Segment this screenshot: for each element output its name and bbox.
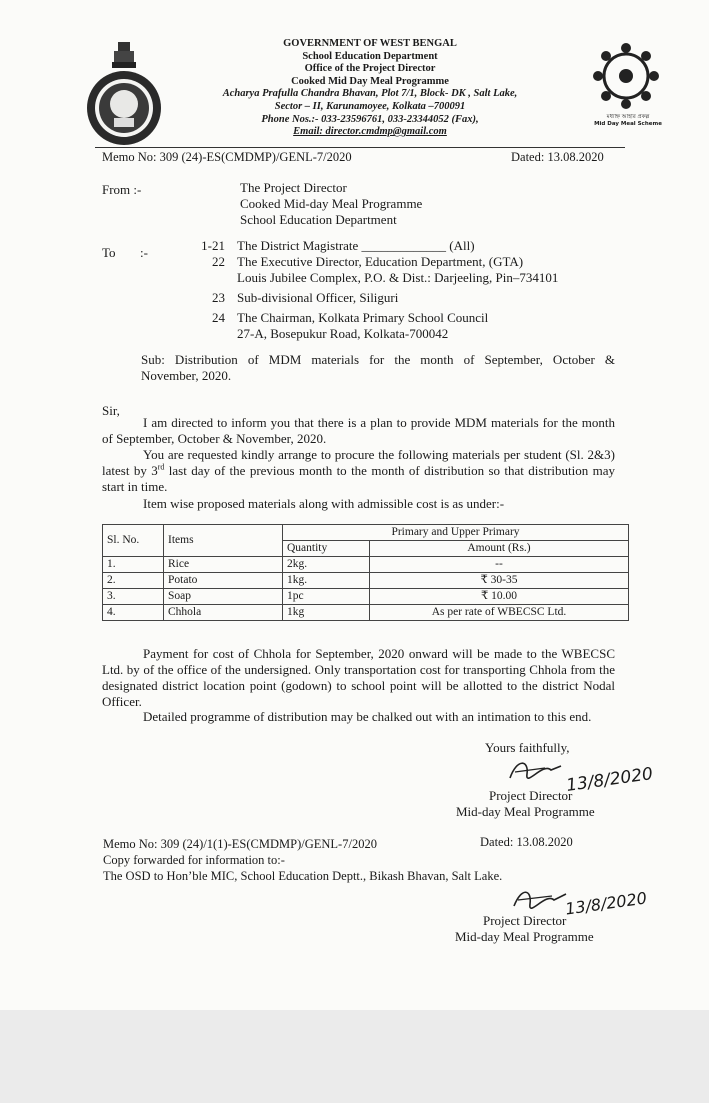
memo-date: Dated: 13.08.2020 [511,150,604,164]
copy-memo-date: Dated: 13.08.2020 [480,835,573,849]
recipient: The Chairman, Kolkata Primary School Council 27-A, Bosepukur Road, Kolkata-700042 [237,310,489,341]
west-bengal-emblem-icon [78,40,168,146]
copy-forwarded-label: Copy forwarded for information to:- [103,853,285,867]
table-row: 2. Potato 1kg. ₹ 30-35 [103,573,629,589]
table-row: 3. Soap 1pc ₹ 10.00 [103,589,629,605]
mdm-logo-caption: মধ্যাহ্ন আহার প্রকল্প Mid Day Meal Scheme [594,114,662,127]
to-label: To [102,245,116,260]
closing-programme: Mid-day Meal Programme [456,804,595,819]
table-row: 4. Chhola 1kg As per rate of WBECSC Ltd. [103,605,629,621]
recipient: The District Magistrate _____________ (All) [237,238,475,253]
copy-designation: Project Director [483,913,567,928]
paragraph-5: Detailed programme of distribution may be chalked out with an intimation to this end. [143,709,592,724]
from-label: From :- [102,182,142,197]
to-separator: :- [140,245,148,260]
header-rule [95,147,625,148]
salutation: Sir, [102,403,120,418]
recipient-num: 23 [212,290,225,305]
paragraph-1: I am directed to inform you that there is a plan to provide MDM materials for the month of September, October & November, 2020. [102,415,615,446]
materials-table [102,524,629,621]
from-block: The Project Director Cooked Mid-day Meal Programme School Education Department [240,180,423,227]
copy-recipient: The OSD to Hon’ble MIC, School Education Deptt., Bikash Bhavan, Salt Lake. [103,869,503,883]
recipient-num: 24 [212,310,225,325]
recipient-num: 22 [212,254,225,269]
copy-programme: Mid-day Meal Programme [455,929,594,944]
col-header-items: Items [164,525,283,557]
memo-number: Memo No: 309 (24)-ES(CMDMP)/GENL-7/2020 [102,150,352,164]
subject: Sub: Distribution of MDM materials for the month of September, October & November, 2020. [141,352,615,383]
paragraph-2: You are requested kindly arrange to procure the following materials per student (Sl. 2&3) latest by 3rd last day of the previous month to the month of distribution so that distribution may start in time. [102,447,615,494]
signature-scribble-icon [505,752,565,786]
table-row: 1. Rice 2kg. -- [103,557,629,573]
letterhead: GOVERNMENT OF WEST BENGAL School Education Department Office of the Project Director Cooked Mid Day Meal Programme Acharya Prafulla Chandra Bhavan, Plot 7/1, Block- DK , Salt Lake, Sector – II, Karunamoyee, Kolkata –700091 Phone Nos.:- 033-23596761, 033-23344052 (Fax), Email: director.cmdmp@gmail.com [222,38,518,138]
paragraph-3: Item wise proposed materials along with admissible cost is as under:- [143,496,505,511]
viewer-background [0,1010,709,1103]
signature-date: 13/8/2020 [564,888,648,919]
col-header-quantity: Quantity [283,541,370,557]
recipient: The Executive Director, Education Department, (GTA) Louis Jubilee Complex, P.O. & Dist.: Darjeeling, Pin–734101 [237,254,559,285]
col-header-sl: Sl. No. [103,525,164,557]
copy-memo-number: Memo No: 309 (24)/1(1)-ES(CMDMP)/GENL-7/2020 [103,837,377,851]
recipient-num: 1-21 [201,238,225,253]
recipient: Sub-divisional Officer, Siliguri [237,290,399,305]
closing-yours: Yours faithfully, [485,740,570,755]
signature-scribble-icon [510,882,570,916]
paragraph-4: Payment for cost of Chhola for September, 2020 onward will be made to the WBECSC Ltd. by of the office of the undersigned. Only transportation cost for transporting Chhola from the designated district location point (godown) to school point will be allotted to the district Nodal Officer. [102,646,615,709]
col-header-group: Primary and Upper Primary [283,525,629,541]
closing-designation: Project Director [489,788,573,803]
col-header-amount: Amount (Rs.) [370,541,629,557]
signature-date: 13/8/2020 [565,764,655,796]
